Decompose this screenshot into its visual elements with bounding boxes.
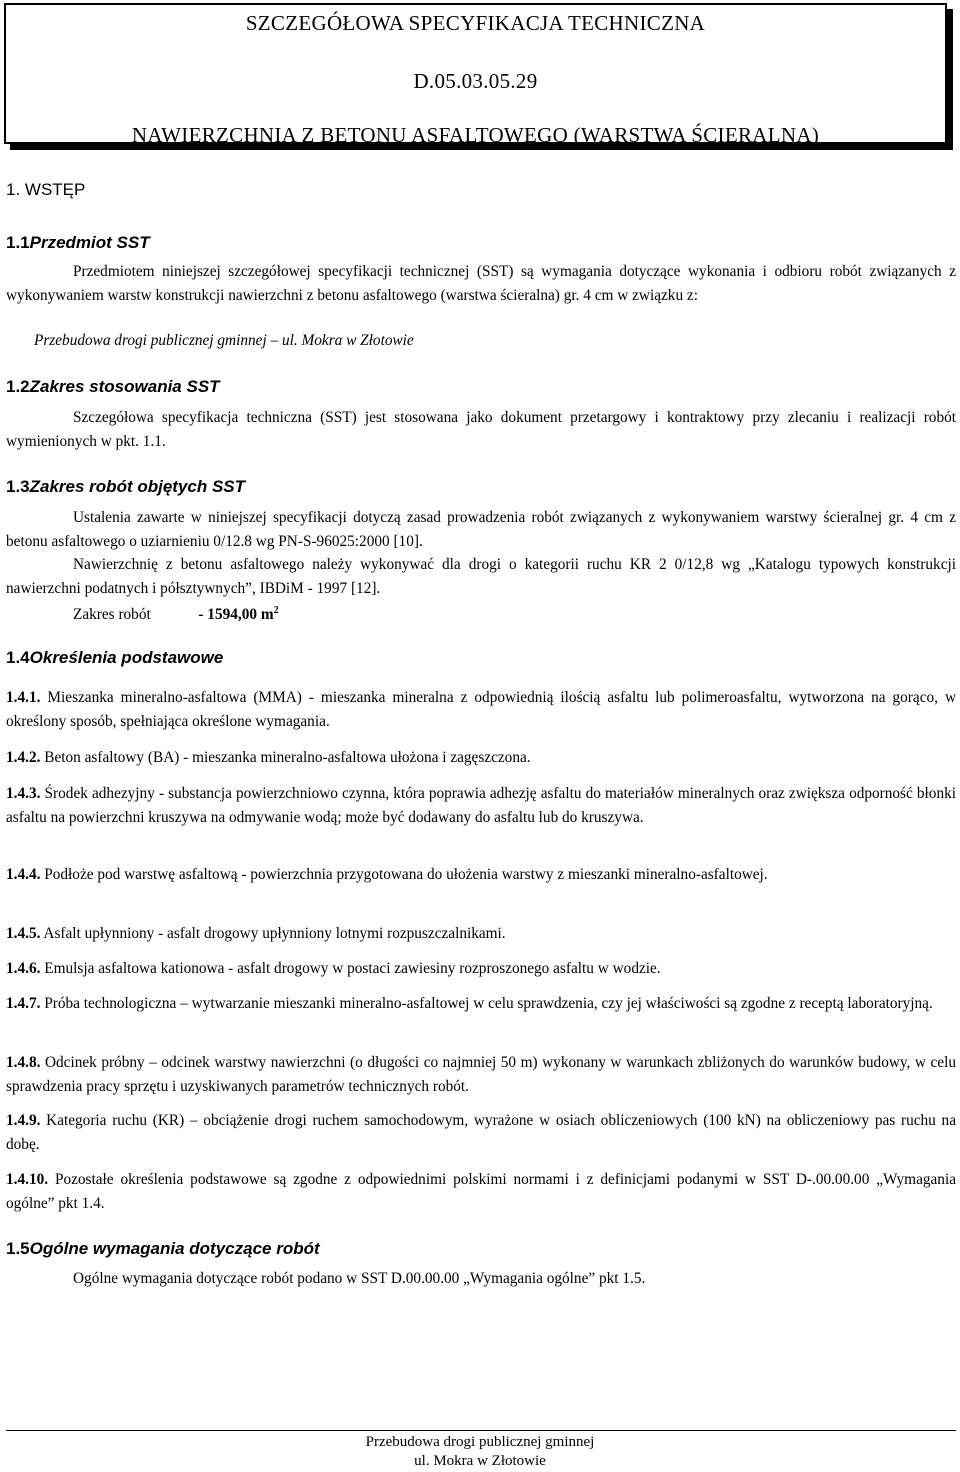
heading-1-4-number: 1.4 bbox=[6, 648, 30, 667]
heading-1-1 bbox=[6, 233, 150, 253]
paragraph-1-5: Ogólne wymagania dotyczące robót podano w SST D.00.00.00 „Wymagania ogólne” pkt 1.5. bbox=[73, 1270, 646, 1287]
heading-1-4-title: Określenia podstawowe bbox=[29, 648, 224, 667]
document-title: SZCZEGÓŁOWA SPECYFIKACJA TECHNICZNA bbox=[245, 11, 706, 35]
paragraph-1-3-a: Ustalenia zawarte w niniejszej specyfikacji dotyczą zasad prowadzenia robót związanych z wykonywaniem warstwy ścieralnej gr. 4 cm z betonu asfaltowego o uziarnieniu 0/12.8 wg PN-S-96025:2000 [10]. bbox=[6, 509, 956, 550]
heading-1-3 bbox=[6, 477, 245, 497]
heading-1-5-title: Ogólne wymagania dotyczące robót bbox=[29, 1239, 320, 1258]
definition-1-4-3 bbox=[6, 782, 956, 830]
project-name: Przebudowa drogi publicznej gminnej – ul. Mokra w Złotowie bbox=[34, 332, 414, 349]
definition-number: 1.4.7. bbox=[6, 995, 41, 1012]
scope-unit-superscript: 2 bbox=[273, 605, 279, 616]
heading-1-4 bbox=[6, 648, 223, 668]
definition-1-4-7 bbox=[6, 992, 956, 1016]
definition-1-4-8 bbox=[6, 1051, 956, 1099]
definition-text: Beton asfaltowy (BA) - mieszanka mineralno-asfaltowa ułożona i zagęszczona. bbox=[44, 749, 531, 766]
definition-text: Próba technologiczna – wytwarzanie mieszanki mineralno-asfaltowej w celu sprawdzenia, czy jej właściwości są zgodne z receptą laboratoryjną. bbox=[44, 995, 933, 1012]
heading-1-1-title: Przedmiot SST bbox=[29, 233, 150, 252]
heading-1-2-number: 1.2 bbox=[6, 377, 30, 396]
heading-1-2-title: Zakres stosowania SST bbox=[29, 377, 220, 396]
document-subject: NAWIERZCHNIA Z BETONU ASFALTOWEGO (WARSTWA ŚCIERALNA) bbox=[131, 123, 820, 147]
section-heading-wstep: 1. WSTĘP bbox=[6, 180, 86, 199]
definition-number: 1.4.10. bbox=[6, 1171, 49, 1188]
definition-text: Środek adhezyjny - substancja powierzchniowo czynna, która poprawia adhezję asfaltu do materiałów mineralnych oraz zwiększa odporność błonki asfaltu na powierzchni kruszywa na odmywanie wodą; może być dodawany do asfaltu lub do kruszywa. bbox=[6, 785, 956, 826]
definition-1-4-5 bbox=[6, 922, 956, 946]
footer-line-1: Przebudowa drogi publicznej gminnej bbox=[365, 1434, 595, 1450]
definition-number: 1.4.9. bbox=[6, 1112, 41, 1129]
definition-1-4-2 bbox=[6, 746, 956, 770]
heading-1-3-number: 1.3 bbox=[6, 477, 30, 496]
heading-1-5 bbox=[6, 1239, 320, 1259]
definition-number: 1.4.6. bbox=[6, 960, 41, 977]
definition-text: Kategoria ruchu (KR) – obciążenie drogi ruchem samochodowym, wyrażone w osiach obliczeniowych (100 kN) na obliczeniowy pas ruchu na dobę. bbox=[6, 1112, 956, 1153]
heading-1-1-number: 1.1 bbox=[6, 233, 30, 252]
paragraph-1-3-b: Nawierzchnię z betonu asfaltowego należy wykonywać dla drogi o kategorii ruchu KR 2 0/12,8 wg „Katalogu typowych konstrukcji nawierzchni podatnych i półsztywnych”, IBDiM - 1997 [12]. bbox=[6, 556, 956, 597]
definition-number: 1.4.1. bbox=[6, 689, 41, 706]
definition-text: Pozostałe określenia podstawowe są zgodne z odpowiednimi polskimi normami i z definicjami podanymi w SST D-.00.00.00 „Wymagania ogólne” pkt 1.4. bbox=[6, 1171, 956, 1212]
definition-number: 1.4.4. bbox=[6, 866, 41, 883]
heading-1-2 bbox=[6, 377, 220, 397]
definition-text: Mieszanka mineralno-asfaltowa (MMA) - mieszanka mineralna z odpowiednią ilością asfaltu lub polimeroasfaltu, wytworzona na gorąco, w określony sposób, spełniająca określone wymagania. bbox=[6, 689, 956, 730]
title-box bbox=[4, 3, 947, 147]
definition-number: 1.4.3. bbox=[6, 785, 41, 802]
paragraph-1-2: Szczegółowa specyfikacja techniczna (SST) jest stosowana jako dokument przetargowy i kontraktowy przy zlecaniu i realizacji robót wymienionych w pkt. 1.1. bbox=[6, 409, 956, 450]
definition-1-4-10 bbox=[6, 1168, 956, 1216]
definition-1-4-6 bbox=[6, 957, 956, 981]
definition-1-4-9 bbox=[6, 1109, 956, 1157]
definition-1-4-4 bbox=[6, 863, 956, 887]
heading-1-3-title: Zakres robót objętych SST bbox=[29, 477, 246, 496]
definition-text: Emulsja asfaltowa kationowa - asfalt drogowy w postaci zawiesiny rozproszonego asfaltu w wodzie. bbox=[44, 960, 661, 977]
definition-text: Asfalt upłynniony - asfalt drogowy upłynniony lotnymi rozpuszczalnikami. bbox=[43, 925, 506, 942]
definition-number: 1.4.5. bbox=[6, 925, 41, 942]
scope-line bbox=[73, 599, 279, 627]
definition-text: Podłoże pod warstwę asfaltową - powierzchnia przygotowana do ułożenia warstwy z mieszanki mineralno-asfaltowej. bbox=[44, 866, 768, 883]
definition-1-4-1 bbox=[6, 686, 956, 734]
document-code: D.05.03.05.29 bbox=[413, 69, 538, 93]
scope-label: Zakres robót bbox=[73, 606, 151, 624]
definition-number: 1.4.2. bbox=[6, 749, 41, 766]
footer-divider bbox=[6, 1430, 956, 1431]
heading-1-5-number: 1.5 bbox=[6, 1239, 30, 1258]
definition-number: 1.4.8. bbox=[6, 1054, 41, 1071]
definition-text: Odcinek próbny – odcinek warstwy nawierzchni (o długości co najmniej 50 m) wykonany w warunkach zbliżonych do warunków budowy, w celu sprawdzenia pracy sprzętu i uzyskiwanych parametrów technicznych robót. bbox=[6, 1054, 956, 1095]
footer-line-2: ul. Mokra w Złotowie bbox=[414, 1453, 546, 1469]
scope-value: - 1594,00 m bbox=[198, 606, 274, 624]
paragraph-1-1: Przedmiotem niniejszej szczegółowej specyfikacji technicznej (SST) są wymagania dotyczące wykonania i odbioru robót związanych z wykonywaniem warstw konstrukcji nawierzchni z betonu asfaltowego (warstwa ścieralna) gr. 4 cm w związku z: bbox=[6, 263, 956, 304]
